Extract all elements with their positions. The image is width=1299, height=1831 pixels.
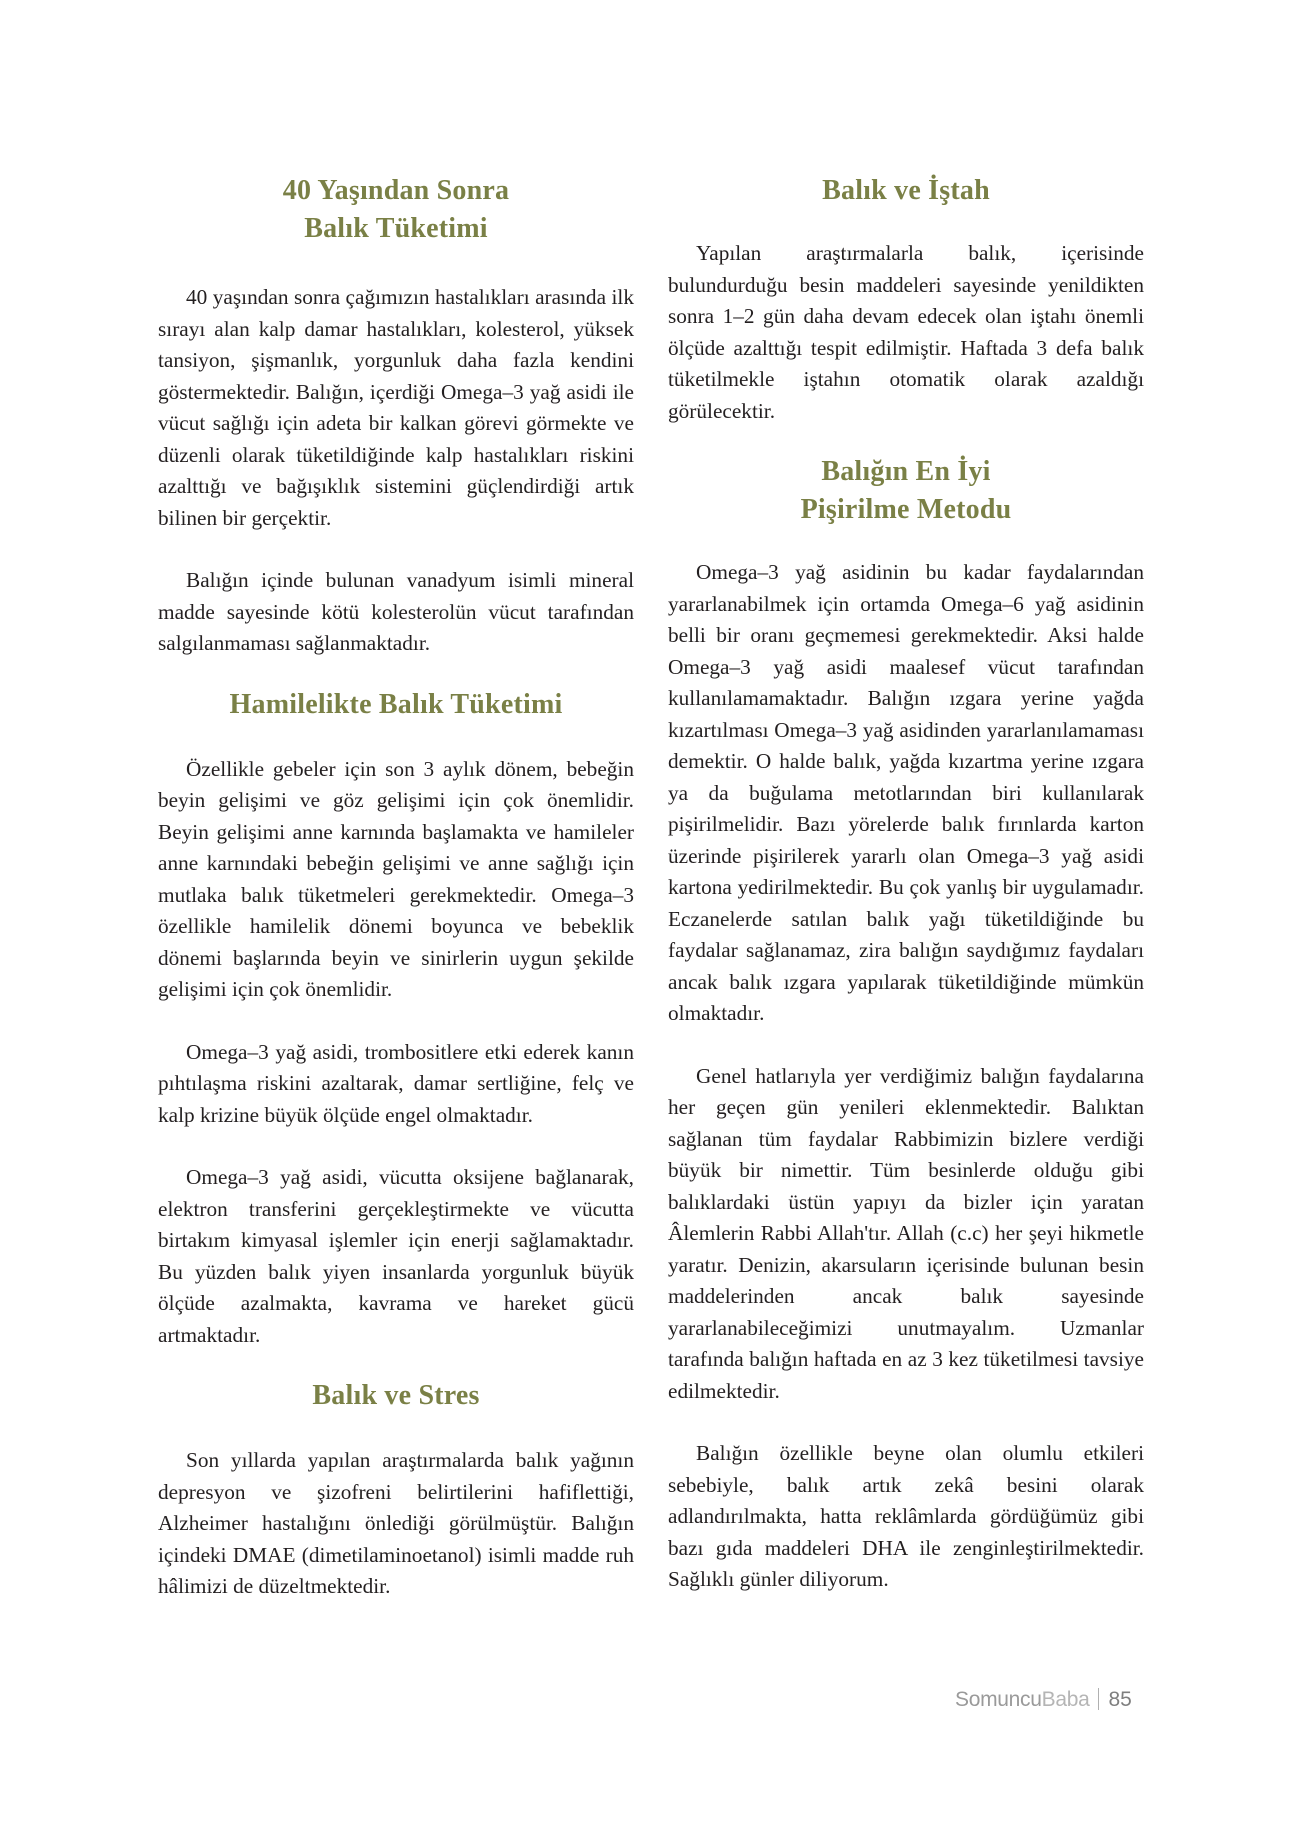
- heading-istah: Balık ve İştah: [822, 175, 990, 206]
- heading-pisirilme: Balığın En İyi Pişirilme Metodu: [800, 456, 1012, 525]
- paragraph-beyin: Balığın özellikle beyne olan olumlu etkileri sebebiyle, balık artık zekâ besini olarak adlandırılmakta, hatta reklâmlarda gördüğümüz gibi bazı gıda maddeleri DHA ile zenginleştirilmektedir. Sağlıklı günler diliyorum.: [668, 1441, 1144, 1591]
- heading-40-yas: 40 Yaşından Sonra Balık Tüketimi: [282, 175, 510, 244]
- heading-hamilelik: Hamilelikte Balık Tüketimi: [229, 688, 563, 720]
- paragraph-oksijen: Omega–3 yağ asidi, vücutta oksijene bağlanarak, elektron transferini gerçekleştirmekte ve vücutta birtakım kimyasal işlemler için enerji sağlamaktadır. Bu yüzden balık yiyen insanlarda yorgunluk büyük ölçüde azalmakta, kavrama ve hareket gücü artmaktadır.: [158, 1165, 634, 1347]
- paragraph-genel: Genel hatlarıyla yer verdiğimiz balığın faydalarına her geçen gün yenileri eklenmektedir. Balıktan sağlanan tüm faydalar Rabbimizin bizlere verdiği büyük bir nimettir. Tüm besinlerde olduğu gibi balıklardaki üstün yapıyı da bizler için yaratan Âlemlerin Rabbi Allah'tır. Allah (c.c) her şeyi hikmetle yaratır. Denizin, akarsuların içerisinde bulunan besin maddelerinden ancak balık sayesinde yararlanabileceğimizi unutmayalım. Uzmanlar tarafında balığın haftada en az 3 kez tüketilmesi tavsiye edilmektedir.: [668, 1063, 1144, 1403]
- page-footer: [955, 1688, 1132, 1712]
- left-column: [158, 172, 634, 1603]
- brand-baba: Baba: [1041, 1688, 1090, 1711]
- right-column: [668, 172, 1144, 1596]
- footer-divider: [1098, 1688, 1099, 1710]
- brand-somuncu: Somuncu: [955, 1688, 1042, 1711]
- page-number: 85: [1108, 1688, 1132, 1711]
- paragraph-istah: Yapılan araştırmalarla balık, içerisinde bulundurduğu besin maddeleri sayesinde yenildikten sonra 1–2 gün daha devam edecek olan iştahı önemli ölçüde azalttığı tespit edilmiştir. Haftada 3 defa balık tüketilmekle iştahın otomatik olarak azaldığı görülecektir.: [668, 241, 1144, 423]
- paragraph-40-yas: 40 yaşından sonra çağımızın hastalıkları arasında ilk sırayı alan kalp damar hastalıkları, kolesterol, yüksek tansiyon, şişmanlık, yorgunluk daha fazla kendini göstermektedir. Balığın, içerdiği Omega–3 yağ asidi ile vücut sağlığı için adeta bir kalkan görevi görmekte ve düzenli olarak tüketildiğinde kalp hastalıkları riskini azalttığı ve bağışıklık sistemini güçlendirdiği artık bilinen bir gerçektir.: [158, 285, 634, 530]
- heading-stres: Balık ve Stres: [312, 1380, 480, 1411]
- paragraph-tromobosit: Omega–3 yağ asidi, trombositlere etki ederek kanın pıhtılaşma riskini azaltarak, damar sertliğine, felç ve kalp krizine büyük ölçüde engel olmaktadır.: [158, 1039, 634, 1127]
- paragraph-hamilelik: Özellikle gebeler için son 3 aylık dönem, bebeğin beyin gelişimi ve göz gelişimi için çok önemlidir. Beyin gelişimi anne karnında başlamakta ve hamileler anne karnındaki bebeğin gelişimi ve anne sağlığı için mutlaka balık tüketmeleri gerekmektedir. Omega–3 özellikle hamilelik dönemi boyunca ve bebeklik dönemi başlarında beyin ve sinirlerin uygun şekilde gelişimi için çok önemlidir.: [158, 756, 634, 1001]
- paragraph-pisirilme: Omega–3 yağ asidinin bu kadar faydalarından yararlanabilmek için ortamda Omega–6 yağ asidinin belli bir oranı geçmemesi gerekmektedir. Aksi halde Omega–3 yağ asidi maalesef vücut tarafından kullanılamamaktadır. Balığın ızgara yerine yağda kızartılması Omega–3 yağ asidinden yararlanılamaması demektir. O halde balık, yağda kızartma yerine ızgara ya da buğulama metotlarından biri kullanılarak pişirilmelidir. Bazı yörelerde balık fırınlarda karton üzerinde pişirilerek yararlı olan Omega–3 yağ asidi kartona yedirilmektedir. Bu çok yanlış bir uygulamadır. Eczanelerde satılan balık yağı tüketildiğinde bu faydalar sağlanamaz, zira balığın saydığımız faydaları ancak balık ızgara yapılarak tüketildiğinde mümkün olmaktadır.: [668, 560, 1144, 1025]
- paragraph-stres: Son yıllarda yapılan araştırmalarda balık yağının depresyon ve şizofreni belirtilerini hafiflettiği, Alzheimer hastalığını önlediği görülmüştür. Balığın içindeki DMAE (dimetilaminoetanol) isimli madde ruh hâlimizi de düzeltmektedir.: [158, 1448, 634, 1598]
- paragraph-vanadyum: Balığın içinde bulunan vanadyum isimli mineral madde sayesinde kötü kolesterolün vücut tarafından salgılanmaması sağlanmaktadır.: [158, 568, 634, 655]
